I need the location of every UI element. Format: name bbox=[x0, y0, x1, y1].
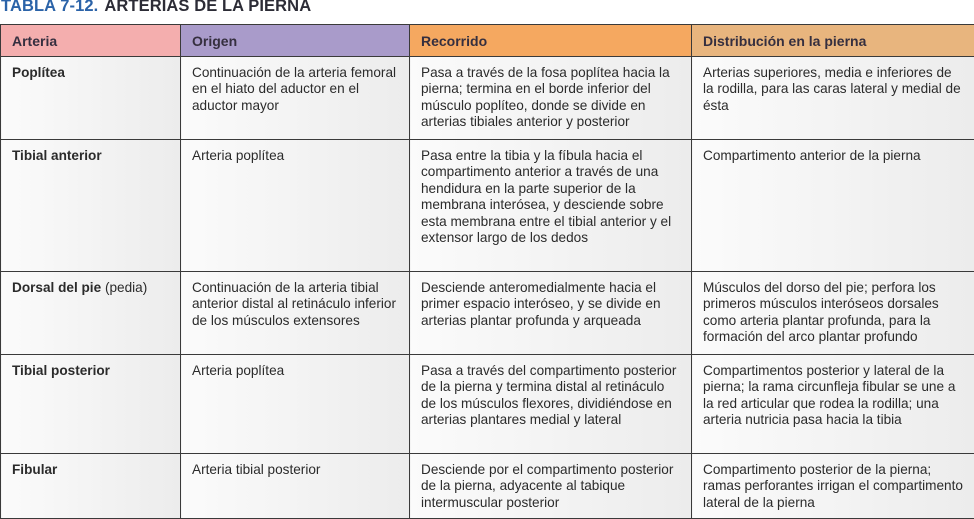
column-header-origen: Origen bbox=[181, 25, 410, 57]
cell-distribucion: Compartimento anterior de la pierna bbox=[692, 140, 974, 272]
cell-distribucion: Arterias superiores, media e inferiores de la rodilla, para las caras lateral y medial de ésta bbox=[692, 57, 974, 140]
artery-name-suffix: (pedia) bbox=[105, 280, 147, 295]
cell-arteria bbox=[1, 140, 181, 272]
cell-arteria bbox=[1, 272, 181, 355]
cell-distribucion: Compartimento posterior de la pierna; ramas perforantes irrigan el compartimento lateral de la pierna bbox=[692, 454, 974, 519]
column-header-arteria: Arteria bbox=[1, 25, 181, 57]
cell-origen: Arteria poplítea bbox=[181, 355, 410, 454]
cell-origen: Continuación de la arteria tibial anterior distal al retináculo inferior de los músculos extensores bbox=[181, 272, 410, 355]
table-row bbox=[1, 355, 974, 454]
table-number: TABLA 7-12. bbox=[1, 0, 98, 15]
cell-arteria bbox=[1, 355, 181, 454]
table-row bbox=[1, 272, 974, 355]
table-row bbox=[1, 454, 974, 519]
column-header-recorrido: Recorrido bbox=[410, 25, 692, 57]
cell-origen: Arteria tibial posterior bbox=[181, 454, 410, 519]
cell-recorrido: Pasa a través de la fosa poplítea hacia la pierna; termina en el borde inferior del músculo poplíteo, donde se divide en arterias tibiales anterior y posterior bbox=[410, 57, 692, 140]
artery-name: Fibular bbox=[12, 462, 57, 477]
artery-name: Tibial posterior bbox=[12, 363, 110, 378]
cell-origen: Continuación de la arteria femoral en el hiato del aductor en el aductor mayor bbox=[181, 57, 410, 140]
artery-name: Dorsal del pie bbox=[12, 280, 101, 295]
cell-origen: Arteria poplítea bbox=[181, 140, 410, 272]
table-title bbox=[1, 0, 311, 19]
cell-arteria bbox=[1, 454, 181, 519]
column-header-distribucion: Distribución en la pierna bbox=[692, 25, 974, 57]
table-row bbox=[1, 140, 974, 272]
cell-recorrido: Pasa entre la tibia y la fíbula hacia el compartimento anterior a través de una hendidura en la parte superior de la membrana interósea, y desciende sobre esta membrana entre el tibial anterior y el extensor largo de los dedos bbox=[410, 140, 692, 272]
cell-distribucion: Músculos del dorso del pie; perfora los primeros músculos interóseos dorsales como arteria plantar profunda, para la formación del arco plantar profundo bbox=[692, 272, 974, 355]
table-row bbox=[1, 57, 974, 140]
cell-recorrido: Desciende anteromedialmente hacia el primer espacio interóseo, y se divide en arterias plantar profunda y arqueada bbox=[410, 272, 692, 355]
cell-recorrido: Desciende por el compartimento posterior de la pierna, adyacente al tabique intermuscular posterior bbox=[410, 454, 692, 519]
cell-recorrido: Pasa a través del compartimento posterior de la pierna y termina distal al retináculo de los músculos flexores, dividiéndose en arterias plantares medial y lateral bbox=[410, 355, 692, 454]
table-title-text: ARTERIAS DE LA PIERNA bbox=[104, 0, 311, 15]
arteries-table bbox=[0, 24, 974, 519]
cell-arteria bbox=[1, 57, 181, 140]
artery-name: Tibial anterior bbox=[12, 148, 102, 163]
artery-name: Poplítea bbox=[12, 65, 65, 80]
cell-distribucion: Compartimentos posterior y lateral de la pierna; la rama circunfleja fibular se une a la red articular que rodea la rodilla; una arteria nutricia pasa hacia la tibia bbox=[692, 355, 974, 454]
table-header-row bbox=[1, 25, 974, 57]
